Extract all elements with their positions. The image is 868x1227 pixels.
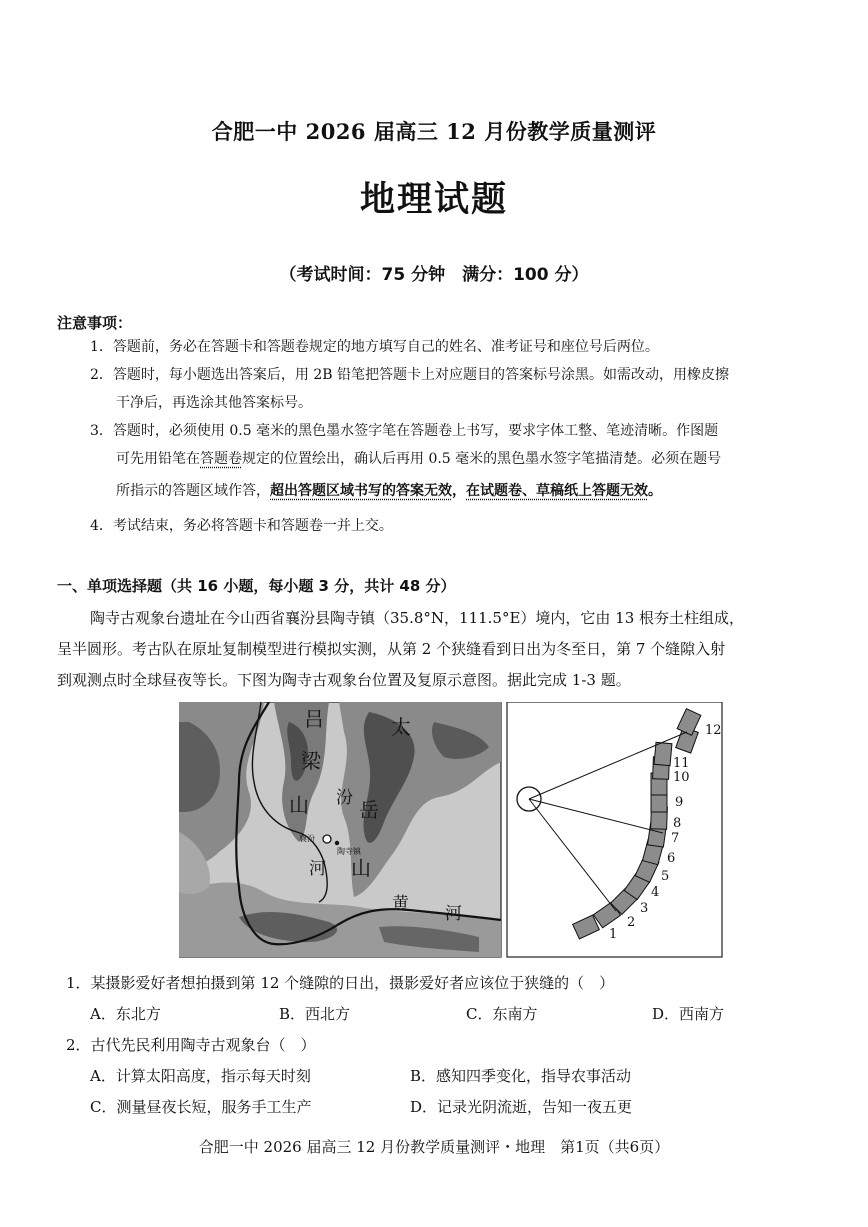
intro-line-3: 到观测点时全球昼夜等长。下图为陶寺古观象台位置及复原示意图。据此完成 1-3 题。 [57,671,631,689]
figure [179,702,723,960]
observatory-pillar [654,742,672,765]
page-footer: 合肥一中 2026 届高三 12 月份教学质量测评・地理 第1页（共6页） [198,1138,670,1156]
label-xiangfen: 襄汾 [299,834,315,843]
label-fen: 汾 [336,788,353,808]
slit-number-label: 11 [673,756,690,771]
question-2-option-d: D．记录光阴流逝，告知一夜五更 [410,1098,633,1116]
slit-number-label: 12 [705,723,722,738]
question-1-stem: 1．某摄影爱好者想拍摄到第 12 个缝隙的日出，摄影爱好者应该位于狭缝的（ ） [66,974,615,992]
note-2-line-2: 干净后，再选涂其他答案标号。 [116,395,312,411]
note-3-line-2 [116,445,721,473]
label-he: 河 [309,859,326,879]
question-1-option-d: D．西南方 [652,1005,725,1023]
slit-number-label: 10 [673,770,690,785]
label-taiyue-3: 山 [351,856,371,880]
slit-number-label: 1 [609,927,618,942]
label-lvliang-2: 梁 [301,749,321,773]
note-3-line-1: 3．答题时，必须使用 0.5 毫米的黑色墨水签字笔在答题卷上书写，要求字体工整、笔迹清晰。作图题 [90,423,719,439]
question-2-option-c: C．测量昼夜长短，服务手工生产 [90,1098,312,1116]
note-3-period: 。 [648,483,662,499]
note-3-warning-1: 超出答题区域书写的答案无效 [270,483,452,499]
question-1-option-b: B．西北方 [279,1005,351,1023]
notes-heading: 注意事项： [57,314,133,332]
slit-number-label: 3 [640,901,649,916]
question-2-option-a: A．计算太阳高度，指示每天时刻 [90,1067,311,1085]
note-3-text-3: 所指示的答题区域作答， [116,483,270,499]
note-3-text-2: 规定的位置绘出，确认后再用 0.5 毫米的黑色墨水签字笔描清楚。必须在题号 [242,451,722,467]
intro-line-2: 呈半圆形。考古队在原址复制模型进行模拟实测，从第 2 个狭缝看到日出为冬至日，第 7 个缝隙入射 [57,640,726,658]
note-2-line-1: 2．答题时，每小题选出答案后，用 2B 铅笔把答题卡上对应题目的答案标号涂黑。如需改动，用橡皮擦 [90,367,730,383]
label-taiyue-1: 太 [391,715,411,739]
page-title: 地理试题 [359,179,508,220]
label-taosi: 陶寺镇 [337,847,361,856]
section-heading: 一、单项选择题（共 16 小题，每小题 3 分，共计 48 分） [57,577,456,595]
label-lvliang-1: 吕 [304,707,324,731]
slit-number-label: 6 [667,851,676,866]
note-3-comma: ， [452,483,466,499]
question-2-stem: 2．古代先民利用陶寺古观象台（ ） [66,1036,316,1054]
label-lvliang-3: 山 [289,793,309,817]
label-huanghe: 河 [445,904,462,924]
slit-number-label: 7 [671,831,680,846]
intro-line-1: 陶寺古观象台遗址在今山西省襄汾县陶寺镇（35.8°N，111.5°E）境内，它由 13 根夯土柱组成， [90,609,745,627]
note-3-line-3 [116,477,662,505]
label-huang: 黄 [392,894,409,914]
question-1-option-c: C．东南方 [466,1005,538,1023]
slit-number-label: 4 [651,885,660,900]
note-1: 1．答题前，务必在答题卡和答题卷规定的地方填写自己的姓名、准考证号和座位号后两位。 [90,339,659,355]
slit-number-label: 5 [661,869,670,884]
note-3-text: 可先用铅笔在 [116,451,200,467]
slit-number-label: 9 [675,795,684,810]
slit-number-label: 8 [673,816,682,831]
question-2-option-b: B．感知四季变化，指导农事活动 [410,1067,632,1085]
slit-number-label: 2 [627,915,636,930]
note-3-emphasis: 答题卷 [200,451,242,467]
exam-header: 合肥一中 2026 届高三 12 月份教学质量测评 [211,119,657,144]
note-3-warning-2: 在试题卷、草稿纸上答题无效 [466,483,648,499]
note-4: 4．考试结束，务必将答题卡和答题卷一并上交。 [90,518,393,534]
label-taiyue-2: 岳 [359,798,379,822]
exam-duration: （考试时间：75 分钟 满分：100 分） [279,265,589,285]
question-1-option-a: A．东北方 [90,1005,161,1023]
